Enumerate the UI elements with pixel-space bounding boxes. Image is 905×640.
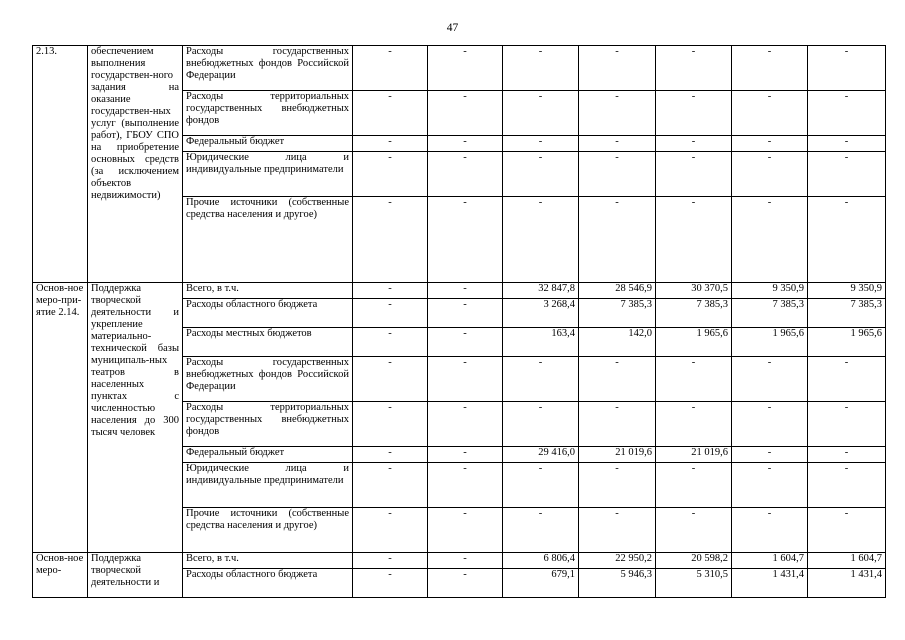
value-cell: -: [732, 447, 808, 463]
page-number: 47: [446, 22, 459, 34]
value-cell: -: [428, 357, 503, 402]
value-cell: -: [808, 197, 886, 283]
value-cell: -: [353, 402, 428, 447]
value-cell: -: [428, 463, 503, 508]
value-cell: 5 946,3: [579, 569, 656, 598]
value-cell: -: [732, 152, 808, 197]
value-cell: -: [579, 152, 656, 197]
value-cell: -: [353, 152, 428, 197]
funding-source: Прочие источники (собственные средства населения и другое): [183, 197, 353, 283]
value-cell: -: [732, 357, 808, 402]
value-cell: -: [503, 357, 579, 402]
value-cell: 20 598,2: [656, 553, 732, 569]
value-cell: -: [353, 283, 428, 299]
value-cell: -: [656, 91, 732, 136]
funding-source: Всего, в т.ч.: [183, 553, 353, 569]
value-cell: -: [808, 447, 886, 463]
value-cell: -: [353, 328, 428, 357]
value-cell: -: [656, 136, 732, 152]
funding-source: Федеральный бюджет: [183, 136, 353, 152]
value-cell: -: [428, 402, 503, 447]
value-cell: -: [428, 152, 503, 197]
value-cell: -: [732, 91, 808, 136]
value-cell: -: [353, 508, 428, 553]
value-cell: -: [503, 463, 579, 508]
value-cell: -: [428, 197, 503, 283]
value-cell: -: [579, 197, 656, 283]
value-cell: 29 416,0: [503, 447, 579, 463]
value-cell: 679,1: [503, 569, 579, 598]
funding-source: Расходы государственных внебюджетных фондов Российской Федерации: [183, 46, 353, 91]
value-cell: -: [353, 46, 428, 91]
value-cell: -: [808, 136, 886, 152]
funding-source: Федеральный бюджет: [183, 447, 353, 463]
value-cell: 22 950,2: [579, 553, 656, 569]
value-cell: 5 310,5: [656, 569, 732, 598]
value-cell: -: [579, 46, 656, 91]
value-cell: 7 385,3: [732, 299, 808, 328]
value-cell: -: [579, 508, 656, 553]
funding-source: Всего, в т.ч.: [183, 283, 353, 299]
value-cell: -: [808, 357, 886, 402]
value-cell: -: [579, 357, 656, 402]
value-cell: -: [503, 508, 579, 553]
value-cell: -: [503, 46, 579, 91]
value-cell: -: [732, 402, 808, 447]
funding-source: Прочие источники (собственные средства населения и другое): [183, 508, 353, 553]
funding-source: Расходы территориальных государственных внебюджетных фондов: [183, 91, 353, 136]
value-cell: -: [353, 197, 428, 283]
value-cell: 6 806,4: [503, 553, 579, 569]
value-cell: -: [808, 152, 886, 197]
value-cell: -: [353, 447, 428, 463]
value-cell: -: [428, 136, 503, 152]
value-cell: 21 019,6: [579, 447, 656, 463]
value-cell: -: [428, 299, 503, 328]
funding-source: Расходы областного бюджета: [183, 299, 353, 328]
value-cell: 32 847,8: [503, 283, 579, 299]
value-cell: -: [428, 283, 503, 299]
funding-source: Расходы государственных внебюджетных фондов Российской Федерации: [183, 357, 353, 402]
value-cell: -: [353, 553, 428, 569]
measure-code: 2.13.: [33, 46, 88, 283]
value-cell: -: [656, 357, 732, 402]
value-cell: -: [656, 46, 732, 91]
value-cell: 7 385,3: [808, 299, 886, 328]
value-cell: -: [428, 328, 503, 357]
value-cell: 7 385,3: [656, 299, 732, 328]
value-cell: -: [808, 91, 886, 136]
value-cell: 1 965,6: [808, 328, 886, 357]
value-cell: 9 350,9: [808, 283, 886, 299]
value-cell: 1 965,6: [656, 328, 732, 357]
value-cell: -: [808, 402, 886, 447]
value-cell: 1 431,4: [732, 569, 808, 598]
value-cell: -: [656, 197, 732, 283]
funding-source: Расходы территориальных государственных внебюджетных фондов: [183, 402, 353, 447]
measure-code: Основ-ное меро-: [33, 553, 88, 598]
value-cell: -: [732, 508, 808, 553]
value-cell: 30 370,5: [656, 283, 732, 299]
value-cell: -: [656, 402, 732, 447]
value-cell: -: [353, 91, 428, 136]
value-cell: -: [428, 46, 503, 91]
value-cell: -: [656, 463, 732, 508]
value-cell: 9 350,9: [732, 283, 808, 299]
funding-source: Расходы местных бюджетов: [183, 328, 353, 357]
value-cell: -: [353, 136, 428, 152]
value-cell: -: [579, 402, 656, 447]
value-cell: -: [579, 463, 656, 508]
table-row: [33, 553, 886, 569]
value-cell: -: [656, 152, 732, 197]
budget-table: [32, 45, 886, 598]
value-cell: -: [428, 91, 503, 136]
measure-name: Поддержка творческой деятельности и укрепление материально-технической базы муниципаль-ных театров в населенных пунктах с численностью населения до 300 тысяч человек: [88, 283, 183, 553]
value-cell: -: [579, 91, 656, 136]
value-cell: -: [503, 197, 579, 283]
value-cell: -: [428, 553, 503, 569]
value-cell: -: [353, 357, 428, 402]
funding-source: Расходы областного бюджета: [183, 569, 353, 598]
value-cell: -: [732, 463, 808, 508]
value-cell: -: [808, 508, 886, 553]
value-cell: 1 965,6: [732, 328, 808, 357]
value-cell: -: [579, 136, 656, 152]
value-cell: -: [808, 463, 886, 508]
funding-source: Юридические лица и индивидуальные предприниматели: [183, 463, 353, 508]
value-cell: -: [503, 152, 579, 197]
value-cell: -: [353, 299, 428, 328]
measure-name: обеспечением выполнения государствен-ного задания на оказание государствен-ных услуг (выполнение работ), ГБОУ СПО на приобретение основных средств (за исключением объектов недвижимости): [88, 46, 183, 283]
value-cell: 1 431,4: [808, 569, 886, 598]
value-cell: -: [656, 508, 732, 553]
value-cell: -: [732, 197, 808, 283]
value-cell: -: [503, 136, 579, 152]
value-cell: -: [732, 136, 808, 152]
value-cell: 163,4: [503, 328, 579, 357]
value-cell: -: [503, 91, 579, 136]
value-cell: -: [732, 46, 808, 91]
value-cell: 142,0: [579, 328, 656, 357]
value-cell: 1 604,7: [732, 553, 808, 569]
funding-source: Юридические лица и индивидуальные предприниматели: [183, 152, 353, 197]
measure-code: Основ-ное меро-при-ятие 2.14.: [33, 283, 88, 553]
value-cell: -: [503, 402, 579, 447]
value-cell: 3 268,4: [503, 299, 579, 328]
value-cell: -: [428, 508, 503, 553]
value-cell: 1 604,7: [808, 553, 886, 569]
value-cell: 28 546,9: [579, 283, 656, 299]
table-row: [33, 46, 886, 91]
value-cell: -: [428, 447, 503, 463]
value-cell: -: [353, 569, 428, 598]
value-cell: 7 385,3: [579, 299, 656, 328]
value-cell: 21 019,6: [656, 447, 732, 463]
value-cell: -: [428, 569, 503, 598]
measure-name: Поддержка творческой деятельности и: [88, 553, 183, 598]
value-cell: -: [353, 463, 428, 508]
value-cell: -: [808, 46, 886, 91]
table-row: [33, 283, 886, 299]
